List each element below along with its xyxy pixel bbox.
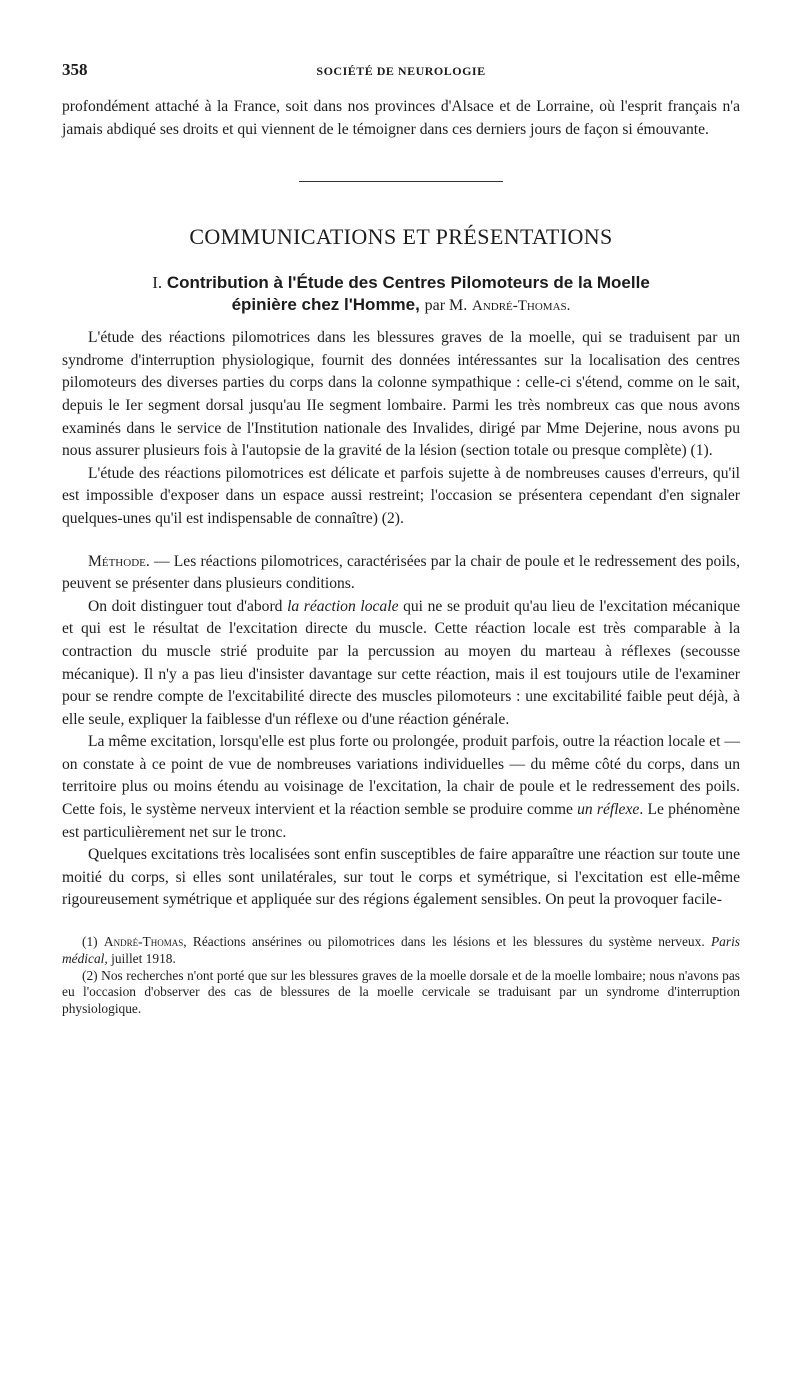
footnotes	[62, 934, 740, 1018]
text-run: . Le phénomène est particulièrement net sur le tronc.	[62, 801, 740, 841]
footnote-journal: Paris médical,	[62, 934, 741, 966]
footnote-number: (1)	[82, 934, 104, 950]
article-title-text-1: Contribution à l'Étude des Centres Pilomoteurs de la Moelle	[166, 273, 650, 293]
footnote-text: Réactions ansérines ou pilomotrices dans les lésions et les blessures du système nerveux.	[186, 934, 705, 950]
emphasis-text: un réflexe	[577, 801, 640, 819]
body-paragraph: L'étude des réactions pilomotrices est délicate et parfois sujette à de nombreuses causes d'erreurs, qu'il est impossible d'exposer dans un espace aussi restreint; l'occasion se présentera cependant d'en signaler quelques-unes qu'il est indispensable de connaître) (2).	[62, 464, 740, 527]
emphasis-text: la réaction locale	[287, 597, 399, 615]
footnote-2: (2) Nos recherches n'ont porté que sur les blessures graves de la moelle dorsale et de la moelle lombaire; nous n'avons pas eu l'occasion d'observer des cas de blessures de la moelle cervicale se traduisant par un syndrome d'interruption physiologique.	[62, 967, 740, 1017]
section-title: COMMUNICATIONS ET PRÉSENTATIONS	[189, 224, 613, 250]
footnote-date: juillet 1918.	[107, 950, 176, 966]
author-name: André-Thomas.	[471, 298, 571, 315]
text-run: On doit distinguer tout d'abord	[88, 597, 288, 615]
article-number: I.	[152, 273, 163, 293]
page	[62, 60, 740, 1018]
body-paragraph: Quelques excitations très localisées sont enfin susceptibles de faire apparaître une réaction sur toute une moitié du corps, si elles sont unilatérales, sur tout le corps et symétrique, si l'excitation est elle-même rigoureusement symétrique et appliquée sur des régions également sensibles. On peut la provoquer facile-	[62, 846, 740, 909]
article-title-line-2	[62, 294, 740, 317]
footnote-author: André-Thomas,	[103, 934, 187, 950]
method-label: Méthode.	[88, 552, 150, 570]
article-title-text-2: épinière chez l'Homme,	[231, 295, 420, 315]
body-paragraph	[62, 596, 740, 732]
text-run: qui ne se produit qu'au lieu de l'excitation mécanique et qui est le résultat de l'excitation directe du muscle. Cette réaction locale est très comparable à la contraction du muscle strié produite par la percussion au moyen du marteau à réflexes (secousse mécanique). Il n'y a pas lieu d'insister davantage sur cette réaction, mais il est toujours utile de l'examiner pour se rendre compte de l'excitabilité directe des muscles pilomoteurs : une excitabilité faible peut déjà, à elle seule, expliquer la faiblesse d'un réflexe ou d'une réaction générale.	[62, 597, 740, 728]
method-paragraph	[62, 551, 740, 596]
intro-paragraph: profondément attaché à la France, soit dans nos provinces d'Alsace et de Lorraine, où l'esprit français n'a jamais abdiqué ses droits et qui viennent de le témoigner dans ces derniers jours de façon si émouvante.	[62, 98, 740, 138]
text-run: La même excitation, lorsqu'elle est plus forte ou prolongée, produit parfois, outre la réaction locale et — on constate à ce point de vue de nombreuses variations individuelles — du même côté du corps, dans un territoire plus ou moins étendu au voisinage de l'excitation, la chair de poule et le redressement des poils. Cette fois, le système nerveux intervient et la réaction semble se produire comme	[62, 733, 740, 819]
method-text: — Les réactions pilomotrices, caractérisées par la chair de poule et le redressement des poils, peuvent se présenter dans plusieurs conditions.	[62, 552, 740, 593]
article-body	[62, 327, 740, 912]
article-title	[62, 272, 740, 317]
article-title-line-1	[62, 272, 740, 294]
page-number: 358	[62, 60, 88, 79]
footnote-1	[62, 934, 740, 968]
running-head	[62, 60, 740, 84]
byline-prefix: par M.	[424, 297, 468, 315]
body-paragraph: L'étude des réactions pilomotrices dans les blessures graves de la moelle, qui se traduisent par un syndrome d'interruption physiologique, fournit des données intéressantes sur la localisation des centres pilomoteurs des diverses parties du corps dans la colonne sympathique : celle-ci s'étend, comme on le sait, depuis le Ier segment dorsal jusqu'au IIe segment lombaire. Parmi les très nombreux cas que nous avons examinés dans le service de l'Institution nationale des Invalides, dirigé par Mme Dejerine, nous avons pu nous assurer plusieurs fois à l'autopsie de la gravité de la lésion (section totale ou presque complète) (1).	[62, 329, 740, 460]
journal-title: SOCIÉTÉ DE NEUROLOGIE	[316, 64, 486, 78]
section-divider	[299, 181, 503, 182]
body-paragraph	[62, 731, 740, 844]
